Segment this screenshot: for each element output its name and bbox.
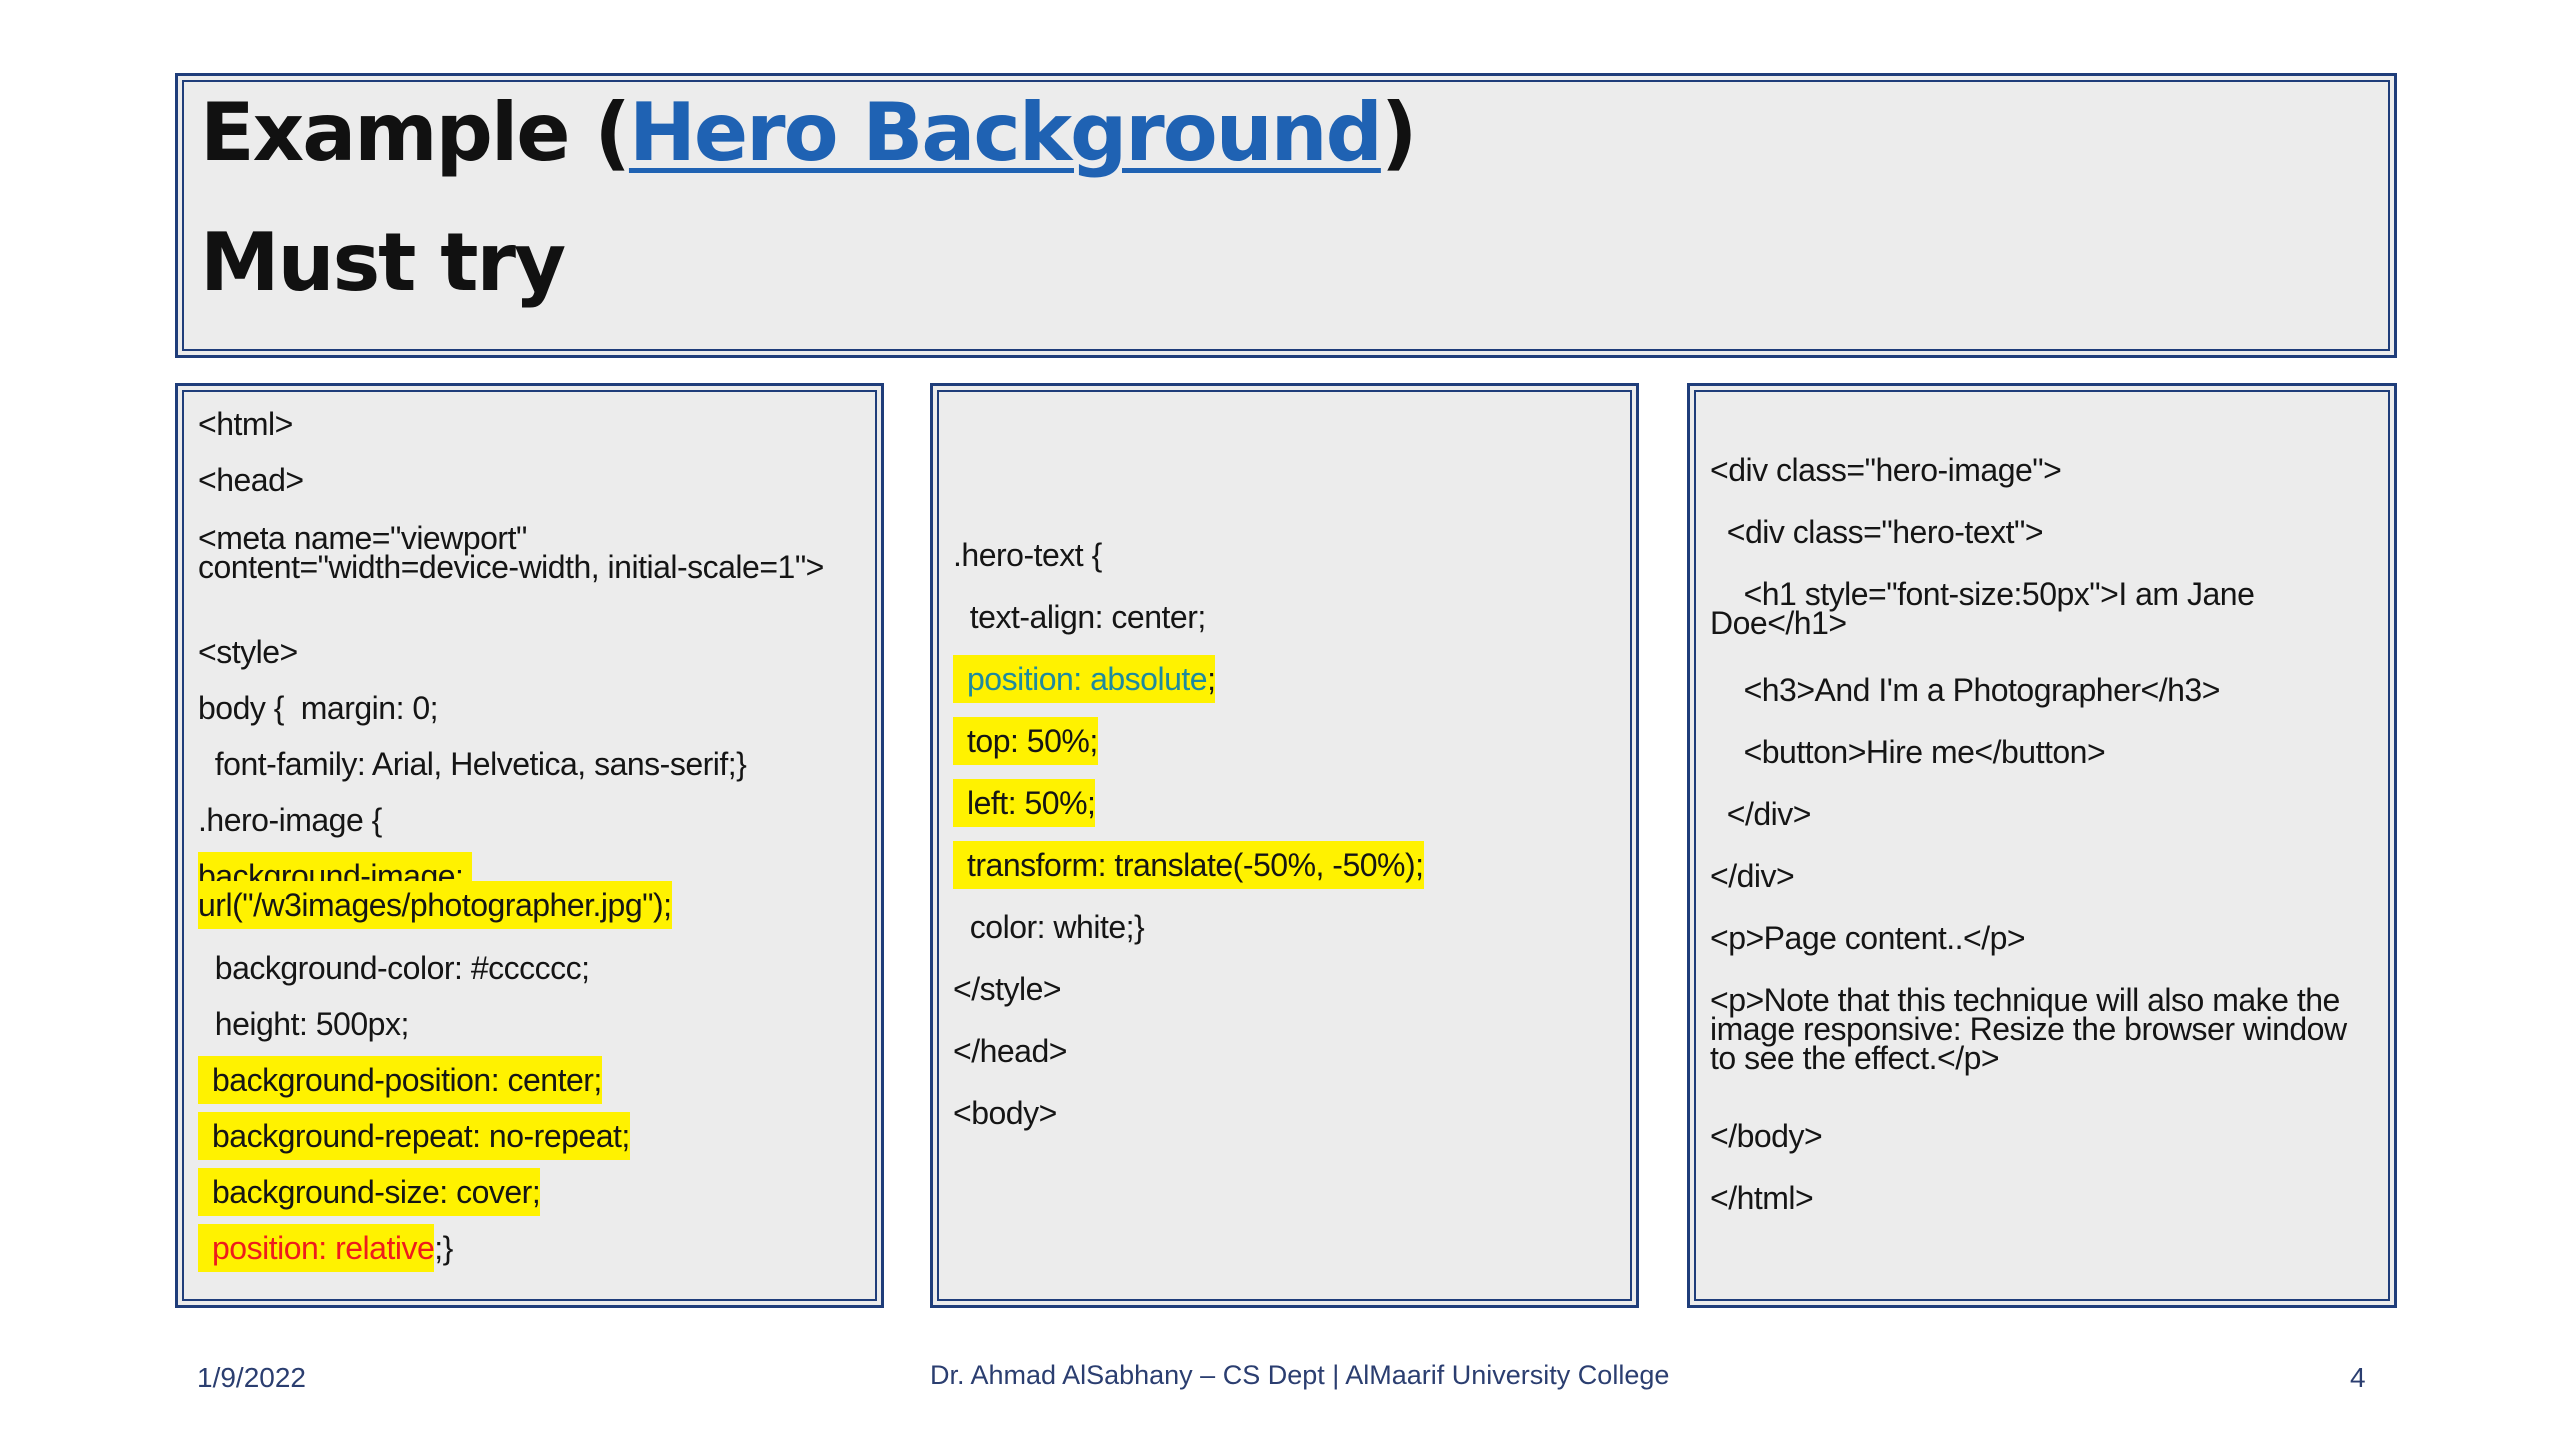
code-line xyxy=(953,723,1098,759)
code-line xyxy=(1710,858,1795,894)
code-text: background-size: cover; xyxy=(198,1168,540,1216)
code-line xyxy=(953,537,1102,573)
code-panel-html-head xyxy=(175,383,884,1308)
title-suffix: ) xyxy=(1380,86,1416,179)
code-text: background-position: center; xyxy=(198,1056,602,1104)
code-panel-body-markup xyxy=(1687,383,2397,1308)
code-text: transform: translate(-50%, -50%); xyxy=(953,841,1424,889)
code-line xyxy=(1710,920,2026,956)
code-line xyxy=(198,1118,630,1154)
code-text: position: relative xyxy=(198,1224,434,1272)
code-text: color: white;} xyxy=(953,909,1145,945)
code-text: height: 500px; xyxy=(198,1006,409,1042)
code-text: </style> xyxy=(953,971,1062,1007)
code-text: </head> xyxy=(953,1033,1067,1069)
code-line xyxy=(1710,1118,1823,1154)
code-suffix: ;} xyxy=(434,1230,453,1266)
code-line xyxy=(953,909,1145,945)
code-text: <head> xyxy=(198,462,304,498)
code-text: left: 50%; xyxy=(953,779,1095,827)
code-line xyxy=(953,1095,1057,1131)
code-text: text-align: center; xyxy=(953,599,1206,635)
code-line xyxy=(198,634,298,670)
footer-author: Dr. Ahmad AlSabhany – CS Dept | AlMaarif University College xyxy=(930,1360,1670,1390)
code-line xyxy=(198,1174,541,1210)
code-line xyxy=(1710,576,2350,641)
code-line xyxy=(953,847,1424,883)
code-line xyxy=(1710,514,2044,550)
code-line xyxy=(198,802,382,838)
code-line xyxy=(1710,734,2106,770)
slide-title xyxy=(200,86,1415,179)
code-panel-hero-text-css xyxy=(930,383,1639,1308)
code-text: </html> xyxy=(1710,1180,1814,1216)
code-text: body { margin: 0; xyxy=(198,690,439,726)
code-text: <button>Hire me</button> xyxy=(1710,734,2106,770)
code-text: <style> xyxy=(198,634,298,670)
code-line xyxy=(198,1062,602,1098)
title-prefix: Example ( xyxy=(200,86,629,179)
code-text: font-family: Arial, Helvetica, sans-serif;} xyxy=(198,746,747,782)
code-text: <div class="hero-image"> xyxy=(1710,452,2062,488)
code-text: background-color: #cccccc; xyxy=(198,950,590,986)
code-text: <html> xyxy=(198,406,293,442)
code-line xyxy=(1710,1180,1814,1216)
code-line xyxy=(198,746,747,782)
code-line xyxy=(198,1006,409,1042)
code-line xyxy=(1710,796,1811,832)
hero-background-link[interactable]: Hero Background xyxy=(628,86,1381,179)
code-line xyxy=(198,858,838,923)
code-text: </div> xyxy=(1710,796,1811,832)
code-text: <div class="hero-text"> xyxy=(1710,514,2044,550)
code-line xyxy=(198,690,439,726)
code-text: <h1 style="font-size:50px">I am Jane Doe</h1> xyxy=(1710,576,2263,641)
code-line xyxy=(1710,452,2062,488)
code-text: .hero-text { xyxy=(953,537,1102,573)
code-text: <p>Note that this technique will also make the image responsive: Resize the browser window to see the effect.</p> xyxy=(1710,982,2355,1076)
code-text: <body> xyxy=(953,1095,1057,1131)
code-text: </div> xyxy=(1710,858,1795,894)
code-suffix: ; xyxy=(1207,655,1215,703)
code-line xyxy=(953,971,1062,1007)
code-line xyxy=(198,406,293,442)
code-line xyxy=(198,520,838,585)
code-text: <h3>And I'm a Photographer</h3> xyxy=(1710,672,2220,708)
code-text: <p>Page content..</p> xyxy=(1710,920,2026,956)
code-line xyxy=(198,462,304,498)
code-text: background-repeat: no-repeat; xyxy=(198,1112,630,1160)
code-line xyxy=(198,950,590,986)
code-text: .hero-image { xyxy=(198,802,382,838)
code-text: <meta name="viewport" content="width=device-width, initial-scale=1"> xyxy=(198,520,824,585)
code-line xyxy=(1710,672,2220,708)
code-line xyxy=(198,1230,453,1266)
code-line xyxy=(953,1033,1067,1069)
title-panel xyxy=(175,73,2397,358)
code-text: </body> xyxy=(1710,1118,1823,1154)
code-line xyxy=(953,785,1096,821)
slide-subtitle: Must try xyxy=(200,216,565,309)
code-line xyxy=(953,599,1206,635)
page-number: 4 xyxy=(2350,1362,2366,1393)
code-text: background-image: url("/w3images/photographer.jpg"); xyxy=(198,852,672,929)
code-text: position: absolute xyxy=(953,655,1207,703)
code-line xyxy=(1710,982,2355,1076)
footer-date: 1/9/2022 xyxy=(197,1362,306,1393)
code-text: top: 50%; xyxy=(953,717,1098,765)
code-line xyxy=(953,661,1216,697)
